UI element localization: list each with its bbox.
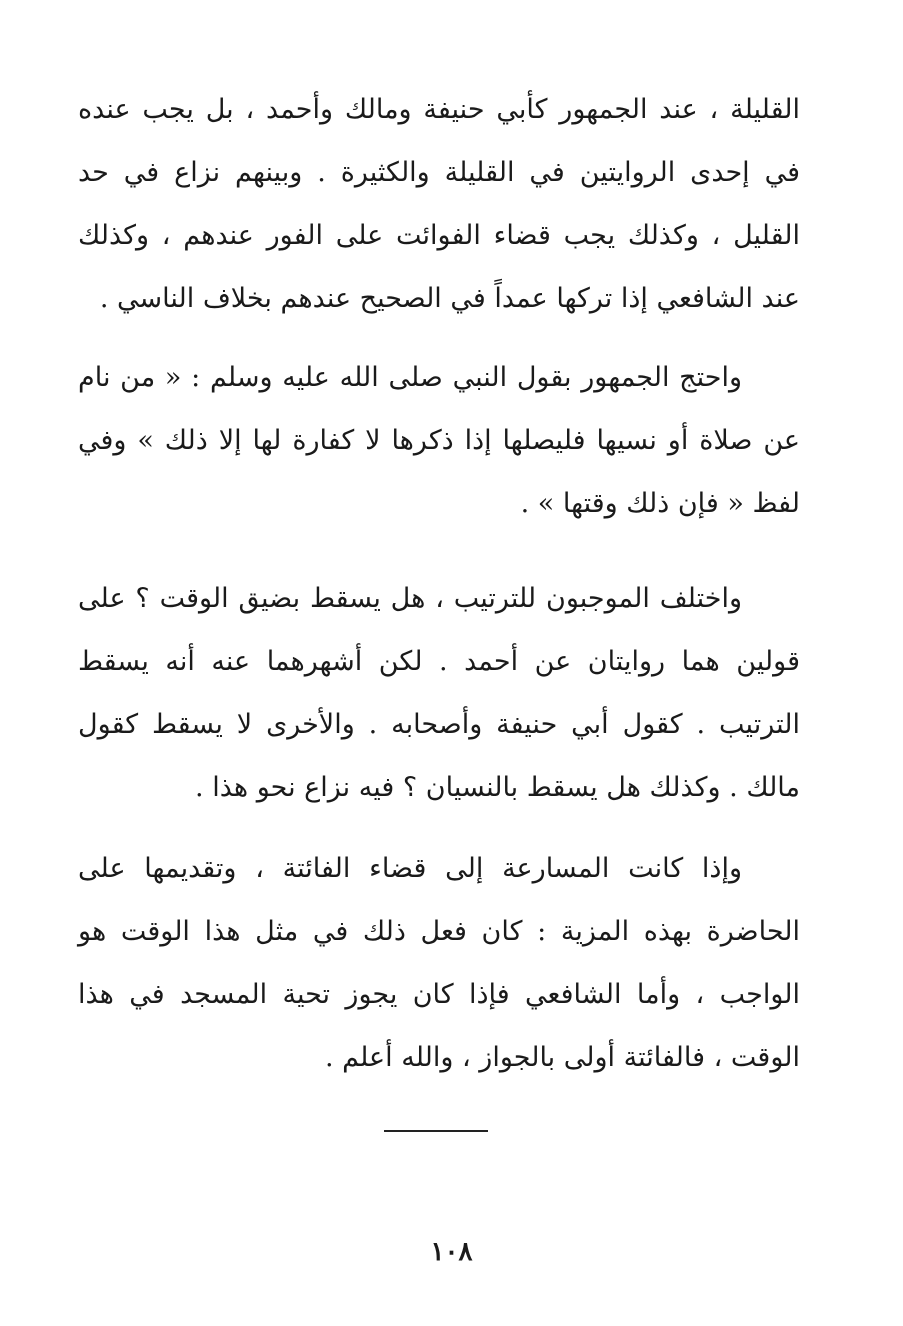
page-number: ١٠٨: [430, 1237, 473, 1267]
section-separator-line: [384, 1130, 488, 1132]
paragraph-3-text: واختلف الموجبون للترتيب ، هل يسقط بضيق الوقت ؟ على قولين هما روايتان عن أحمد . لكن أشهرهما عنه أنه يسقط الترتيب . كقول أبي حنيفة وأصحابه . والأخرى لا يسقط كقول مالك . وكذلك هل يسقط بالنسيان ؟ فيه نزاع نحو هذا .: [78, 583, 800, 803]
paragraph-1-text: القليلة ، عند الجمهور كأبي حنيفة ومالك وأحمد ، بل يجب عنده في إحدى الروايتين في القليلة والكثيرة . وبينهم نزاع في حد القليل ، وكذلك يجب قضاء الفوائت على الفور عندهم ، وكذلك عند الشافعي إذا تركها عمداً في الصحيح عندهم بخلاف الناسي .: [78, 94, 800, 314]
paragraph-4-text: وإذا كانت المسارعة إلى قضاء الفائتة ، وتقديمها على الحاضرة بهذه المزية : كان فعل ذلك في مثل هذا الوقت هو الواجب ، وأما الشافعي فإذا كان يجوز تحية المسجد في هذا الوقت ، فالفائتة أولى بالجواز ، والله أعلم .: [78, 853, 800, 1073]
paragraph-2: [78, 346, 800, 535]
paragraph-1: [78, 78, 800, 330]
paragraph-3: [78, 567, 800, 819]
paragraph-2-text: واحتج الجمهور بقول النبي صلى الله عليه وسلم : « من نام عن صلاة أو نسيها فليصلها إذا ذكرها لا كفارة لها إلا ذلك » وفي لفظ « فإن ذلك وقتها » .: [78, 362, 800, 519]
paragraph-4: [78, 837, 800, 1089]
